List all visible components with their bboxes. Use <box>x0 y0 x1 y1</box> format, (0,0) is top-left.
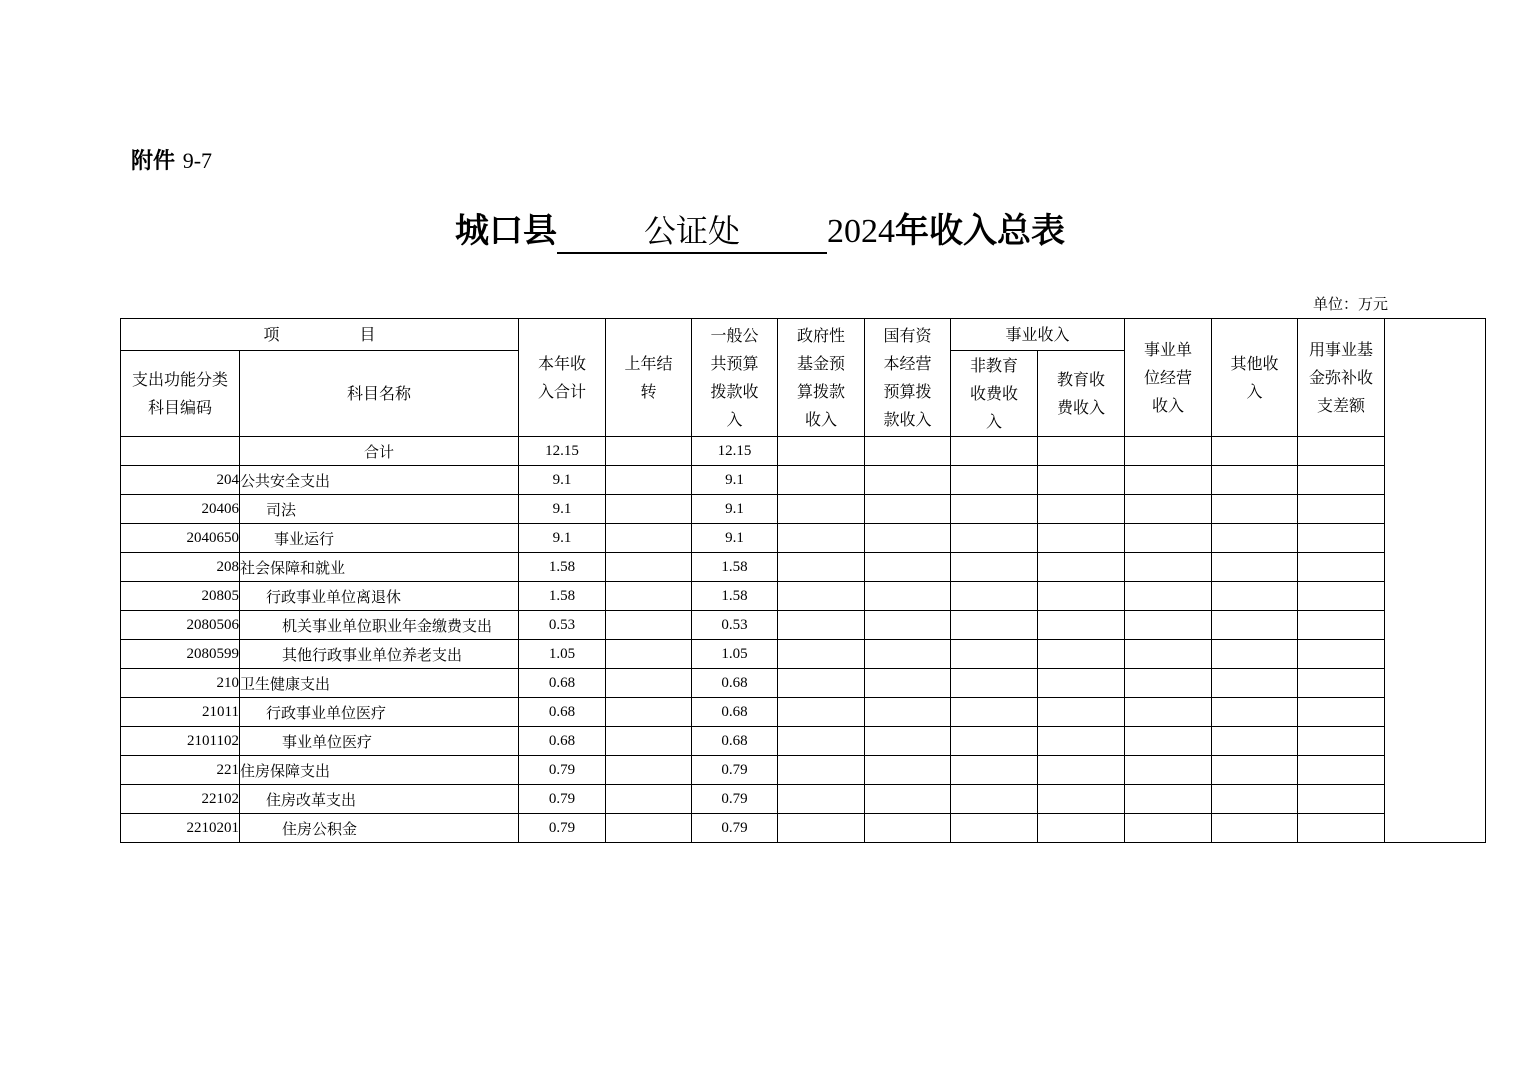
cell-state-capital <box>865 495 951 524</box>
cell-operating-income <box>1125 582 1212 611</box>
cell-fund-offset <box>1298 524 1385 553</box>
cell-code: 210 <box>121 669 240 698</box>
cell-edu-fee <box>1038 437 1125 466</box>
cell-total-income: 1.58 <box>519 582 606 611</box>
cell-carryover <box>606 524 692 553</box>
cell-operating-income <box>1125 814 1212 843</box>
cell-other-income <box>1212 785 1298 814</box>
cell-fund-offset <box>1298 727 1385 756</box>
cell-other-income <box>1212 582 1298 611</box>
cell-code: 20805 <box>121 582 240 611</box>
cell-state-capital <box>865 553 951 582</box>
cell-other-income <box>1212 524 1298 553</box>
cell-name: 公共安全支出 <box>240 466 519 495</box>
cell-fund-budget <box>778 524 865 553</box>
cell-code: 208 <box>121 553 240 582</box>
header-total-income: 本年收入合计 <box>519 319 606 437</box>
table-row <box>121 495 1486 524</box>
cell-code: 2040650 <box>121 524 240 553</box>
cell-non-edu-fee <box>951 698 1038 727</box>
cell-general-budget: 0.79 <box>692 785 778 814</box>
cell-state-capital <box>865 437 951 466</box>
cell-carryover <box>606 756 692 785</box>
cell-non-edu-fee <box>951 466 1038 495</box>
cell-total-income: 1.05 <box>519 640 606 669</box>
header-business-income: 事业收入 <box>951 319 1125 351</box>
cell-edu-fee <box>1038 785 1125 814</box>
cell-state-capital <box>865 756 951 785</box>
cell-general-budget: 0.68 <box>692 727 778 756</box>
cell-total-income: 0.68 <box>519 727 606 756</box>
cell-state-capital <box>865 611 951 640</box>
cell-fund-offset <box>1298 611 1385 640</box>
cell-other-income <box>1212 640 1298 669</box>
attachment-prefix: 附件 <box>131 149 176 174</box>
cell-non-edu-fee <box>951 727 1038 756</box>
cell-total-income: 9.1 <box>519 466 606 495</box>
cell-general-budget: 0.53 <box>692 611 778 640</box>
cell-state-capital <box>865 785 951 814</box>
cell-general-budget: 0.79 <box>692 756 778 785</box>
cell-general-budget: 9.1 <box>692 524 778 553</box>
cell-non-edu-fee <box>951 437 1038 466</box>
unit-label: 单位：万元 <box>1312 297 1388 313</box>
cell-fund-budget <box>778 466 865 495</box>
cell-name: 事业运行 <box>240 524 519 553</box>
header-general-budget: 一般公共预算拨款收入 <box>692 319 778 437</box>
cell-edu-fee <box>1038 553 1125 582</box>
cell-non-edu-fee <box>951 814 1038 843</box>
title-prefix: 城口县 <box>455 211 557 251</box>
cell-non-edu-fee <box>951 669 1038 698</box>
cell-name: 卫生健康支出 <box>240 669 519 698</box>
cell-non-edu-fee <box>951 756 1038 785</box>
header-non-edu-fee: 非教育收费收入 <box>951 351 1038 437</box>
cell-code: 221 <box>121 756 240 785</box>
cell-other-income <box>1212 466 1298 495</box>
table-body <box>121 437 1486 843</box>
income-table <box>120 318 1486 843</box>
cell-operating-income <box>1125 524 1212 553</box>
cell-non-edu-fee <box>951 582 1038 611</box>
cell-code: 2210201 <box>121 814 240 843</box>
cell-operating-income <box>1125 553 1212 582</box>
cell-operating-income <box>1125 698 1212 727</box>
cell-fund-budget <box>778 553 865 582</box>
header-operating-income: 事业单位经营收入 <box>1125 319 1212 437</box>
cell-fund-budget <box>778 669 865 698</box>
cell-carryover <box>606 698 692 727</box>
cell-fund-offset <box>1298 582 1385 611</box>
cell-code: 22102 <box>121 785 240 814</box>
page-title <box>0 206 1520 257</box>
cell-code: 2080599 <box>121 640 240 669</box>
cell-edu-fee <box>1038 640 1125 669</box>
cell-edu-fee <box>1038 727 1125 756</box>
cell-carryover <box>606 495 692 524</box>
cell-carryover <box>606 553 692 582</box>
cell-fund-offset <box>1298 640 1385 669</box>
cell-edu-fee <box>1038 814 1125 843</box>
cell-operating-income <box>1125 785 1212 814</box>
cell-other-income <box>1212 814 1298 843</box>
cell-other-income <box>1212 495 1298 524</box>
cell-fund-offset <box>1298 553 1385 582</box>
cell-fund-offset <box>1298 698 1385 727</box>
cell-general-budget: 0.68 <box>692 669 778 698</box>
cell-name: 住房保障支出 <box>240 756 519 785</box>
cell-fund-offset <box>1298 669 1385 698</box>
cell-carryover <box>606 611 692 640</box>
cell-fund-offset <box>1298 785 1385 814</box>
cell-carryover <box>606 727 692 756</box>
header-carryover: 上年结转 <box>606 319 692 437</box>
cell-operating-income <box>1125 727 1212 756</box>
cell-fund-offset <box>1298 466 1385 495</box>
cell-edu-fee <box>1038 524 1125 553</box>
cell-total-income: 0.53 <box>519 611 606 640</box>
cell-name: 行政事业单位医疗 <box>240 698 519 727</box>
table-row <box>121 669 1486 698</box>
cell-fund-budget <box>778 727 865 756</box>
cell-general-budget: 12.15 <box>692 437 778 466</box>
cell-non-edu-fee <box>951 495 1038 524</box>
attachment-label <box>131 144 212 175</box>
cell-code: 2080506 <box>121 611 240 640</box>
cell-operating-income <box>1125 611 1212 640</box>
cell-total-income: 1.58 <box>519 553 606 582</box>
cell-other-income <box>1212 698 1298 727</box>
table-row <box>121 814 1486 843</box>
cell-fund-budget <box>778 785 865 814</box>
cell-non-edu-fee <box>951 640 1038 669</box>
cell-other-income <box>1212 756 1298 785</box>
cell-non-edu-fee <box>951 785 1038 814</box>
cell-fund-budget <box>778 582 865 611</box>
header-edu-fee: 教育收费收入 <box>1038 351 1125 437</box>
cell-total-income: 0.79 <box>519 756 606 785</box>
header-state-capital: 国有资本经营预算拨款收入 <box>865 319 951 437</box>
cell-fund-offset <box>1298 814 1385 843</box>
table-row <box>121 553 1486 582</box>
cell-carryover <box>606 466 692 495</box>
cell-fund-offset <box>1298 437 1385 466</box>
cell-non-edu-fee <box>951 553 1038 582</box>
cell-total-income: 9.1 <box>519 524 606 553</box>
cell-general-budget: 9.1 <box>692 466 778 495</box>
cell-edu-fee <box>1038 466 1125 495</box>
cell-state-capital <box>865 669 951 698</box>
cell-fund-budget <box>778 756 865 785</box>
cell-carryover <box>606 437 692 466</box>
cell-name: 合计 <box>240 437 519 466</box>
cell-operating-income <box>1125 437 1212 466</box>
cell-general-budget: 1.58 <box>692 582 778 611</box>
cell-operating-income <box>1125 640 1212 669</box>
title-suffix: 年收入总表 <box>895 211 1065 251</box>
cell-other-income <box>1212 611 1298 640</box>
cell-other-income <box>1212 727 1298 756</box>
attachment-number: 9-7 <box>182 148 213 173</box>
cell-code: 204 <box>121 466 240 495</box>
cell-carryover <box>606 640 692 669</box>
cell-carryover <box>606 814 692 843</box>
cell-fund-budget <box>778 495 865 524</box>
table-row <box>121 524 1486 553</box>
cell-state-capital <box>865 814 951 843</box>
cell-name: 社会保障和就业 <box>240 553 519 582</box>
cell-edu-fee <box>1038 495 1125 524</box>
cell-operating-income <box>1125 669 1212 698</box>
cell-fund-offset <box>1298 756 1385 785</box>
header-other-income: 其他收入 <box>1212 319 1298 437</box>
cell-general-budget: 0.79 <box>692 814 778 843</box>
cell-name: 机关事业单位职业年金缴费支出 <box>240 611 519 640</box>
cell-name: 其他行政事业单位养老支出 <box>240 640 519 669</box>
table-row <box>121 437 1486 466</box>
table-row <box>121 698 1486 727</box>
header-fund-budget: 政府性基金预算拨款收入 <box>778 319 865 437</box>
cell-fund-budget <box>778 437 865 466</box>
cell-general-budget: 1.58 <box>692 553 778 582</box>
cell-code: 20406 <box>121 495 240 524</box>
cell-carryover <box>606 669 692 698</box>
cell-edu-fee <box>1038 611 1125 640</box>
cell-state-capital <box>865 524 951 553</box>
header-code: 支出功能分类科目编码 <box>121 351 240 437</box>
cell-fund-budget <box>778 698 865 727</box>
cell-total-income: 0.79 <box>519 814 606 843</box>
cell-operating-income <box>1125 495 1212 524</box>
cell-non-edu-fee <box>951 611 1038 640</box>
cell-non-edu-fee <box>951 524 1038 553</box>
table-row <box>121 582 1486 611</box>
table-row <box>121 640 1486 669</box>
table-row <box>121 785 1486 814</box>
cell-fund-budget <box>778 640 865 669</box>
cell-total-income: 12.15 <box>519 437 606 466</box>
cell-edu-fee <box>1038 669 1125 698</box>
cell-operating-income <box>1125 466 1212 495</box>
title-unit-name: 公证处 <box>557 210 827 254</box>
cell-name: 事业单位医疗 <box>240 727 519 756</box>
cell-operating-income <box>1125 756 1212 785</box>
cell-edu-fee <box>1038 756 1125 785</box>
table-row <box>121 466 1486 495</box>
cell-other-income <box>1212 669 1298 698</box>
cell-code: 2101102 <box>121 727 240 756</box>
cell-name: 住房改革支出 <box>240 785 519 814</box>
cell-edu-fee <box>1038 582 1125 611</box>
header-fund-offset: 用事业基金弥补收支差额 <box>1298 319 1385 437</box>
cell-fund-budget <box>778 611 865 640</box>
cell-total-income: 0.79 <box>519 785 606 814</box>
table-row <box>121 611 1486 640</box>
table-row <box>121 756 1486 785</box>
cell-total-income: 9.1 <box>519 495 606 524</box>
cell-other-income <box>1212 437 1298 466</box>
table-row <box>121 727 1486 756</box>
cell-total-income: 0.68 <box>519 698 606 727</box>
cell-state-capital <box>865 466 951 495</box>
cell-name: 住房公积金 <box>240 814 519 843</box>
cell-state-capital <box>865 640 951 669</box>
cell-state-capital <box>865 698 951 727</box>
header-item: 项 目 <box>121 319 519 351</box>
header-name: 科目名称 <box>240 351 519 437</box>
cell-carryover <box>606 582 692 611</box>
cell-state-capital <box>865 582 951 611</box>
cell-edu-fee <box>1038 698 1125 727</box>
cell-code <box>121 437 240 466</box>
cell-code: 21011 <box>121 698 240 727</box>
cell-name: 行政事业单位离退休 <box>240 582 519 611</box>
cell-fund-offset <box>1298 495 1385 524</box>
cell-state-capital <box>865 727 951 756</box>
cell-other-income <box>1212 553 1298 582</box>
cell-carryover <box>606 785 692 814</box>
cell-name: 司法 <box>240 495 519 524</box>
cell-fund-budget <box>778 814 865 843</box>
cell-total-income: 0.68 <box>519 669 606 698</box>
cell-general-budget: 1.05 <box>692 640 778 669</box>
title-year: 2024 <box>827 213 895 250</box>
cell-general-budget: 9.1 <box>692 495 778 524</box>
cell-general-budget: 0.68 <box>692 698 778 727</box>
